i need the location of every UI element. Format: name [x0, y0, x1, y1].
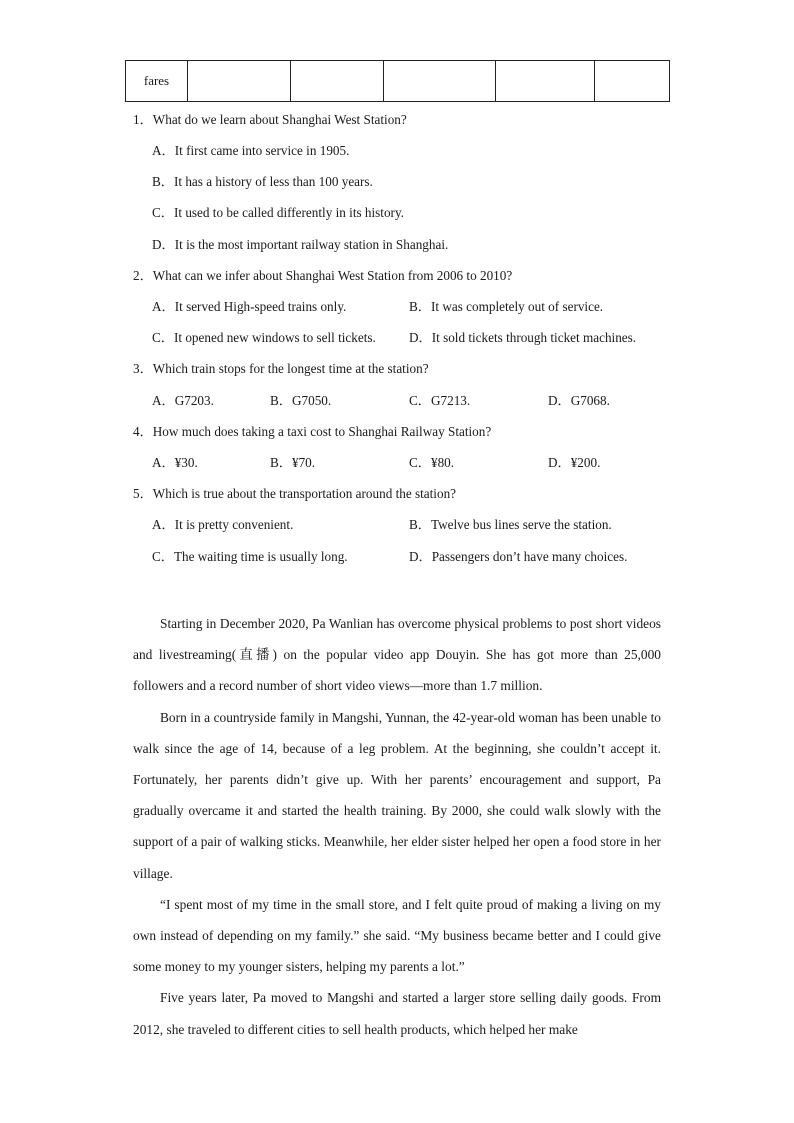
table-cell	[496, 61, 595, 102]
table-cell	[188, 61, 291, 102]
question-5-option-d: D．Passengers don’t have many choices.	[409, 549, 628, 564]
question-4-option-c: C．¥80.	[409, 455, 455, 470]
question-4-option-a: A．¥30.	[152, 455, 198, 470]
question-1-option-b: B．It has a history of less than 100 years.	[152, 174, 373, 189]
table-cell	[291, 61, 384, 102]
table-row	[126, 61, 670, 102]
table-cell	[595, 61, 670, 102]
passage-paragraph-4: Five years later, Pa moved to Mangshi and started a larger store selling daily goods. From 2012, she traveled to different cities to sell health products, which helped her make	[133, 990, 661, 1037]
question-1-option-c: C．It used to be called differently in its history.	[152, 205, 404, 220]
question-3-option-a: A．G7203.	[152, 393, 214, 408]
question-3-stem: 3．Which train stops for the longest time at the station?	[133, 361, 429, 376]
question-2-option-a: A．It served High-speed trains only.	[152, 299, 347, 314]
reading-passage	[133, 608, 661, 1045]
passage-paragraph-2: Born in a countryside family in Mangshi, Yunnan, the 42-year-old woman has been unable to walk since the age of 14, because of a leg problem. At the beginning, she couldn’t accept it. Fortunately, her parents didn’t give up. With her parents’ encouragement and support, Pa gradually overcame it and started the health training. By 2000, she could walk slowly with the support of a pair of walking sticks. Meanwhile, her elder sister helped her open a food store in her village.	[133, 709, 661, 881]
question-3-option-b: B．G7050.	[270, 393, 332, 408]
question-4-option-b: B．¥70.	[270, 455, 316, 470]
question-3-option-d: D．G7068.	[548, 393, 610, 408]
question-2-stem: 2．What can we infer about Shanghai West Station from 2006 to 2010?	[133, 268, 513, 283]
question-5-stem: 5．Which is true about the transportation around the station?	[133, 486, 457, 501]
question-2-option-d: D．It sold tickets through ticket machines.	[409, 330, 637, 345]
question-5-option-c: C．The waiting time is usually long.	[152, 549, 348, 564]
question-1-option-d: D．It is the most important railway station in Shanghai.	[152, 237, 449, 252]
passage-paragraph-1: Starting in December 2020, Pa Wanlian has overcome physical problems to post short videos and livestreaming(直播) on the popular video app Douyin. She has got more than 25,000 followers and a record number of short video views—more than 1.7 million.	[133, 616, 661, 694]
table-cell	[384, 61, 496, 102]
question-1-stem: 1．What do we learn about Shanghai West Station?	[133, 112, 407, 127]
question-1-option-a: A．It first came into service in 1905.	[152, 143, 350, 158]
question-4-stem: 4．How much does taking a taxi cost to Shanghai Railway Station?	[133, 424, 492, 439]
question-2-option-c: C．It opened new windows to sell tickets.	[152, 330, 376, 345]
question-3-option-c: C．G7213.	[409, 393, 471, 408]
question-2-option-b: B．It was completely out of service.	[409, 299, 604, 314]
fares-table	[125, 60, 670, 102]
question-5-option-b: B．Twelve bus lines serve the station.	[409, 517, 612, 532]
question-5-option-a: A．It is pretty convenient.	[152, 517, 294, 532]
passage-paragraph-3: “I spent most of my time in the small store, and I felt quite proud of making a living on my own instead of depending on my family.” she said. “My business became better and I could give some money to my younger sisters, helping my parents a lot.”	[133, 896, 661, 975]
table-row-label: fares	[126, 61, 188, 102]
question-4-option-d: D．¥200.	[548, 455, 601, 470]
